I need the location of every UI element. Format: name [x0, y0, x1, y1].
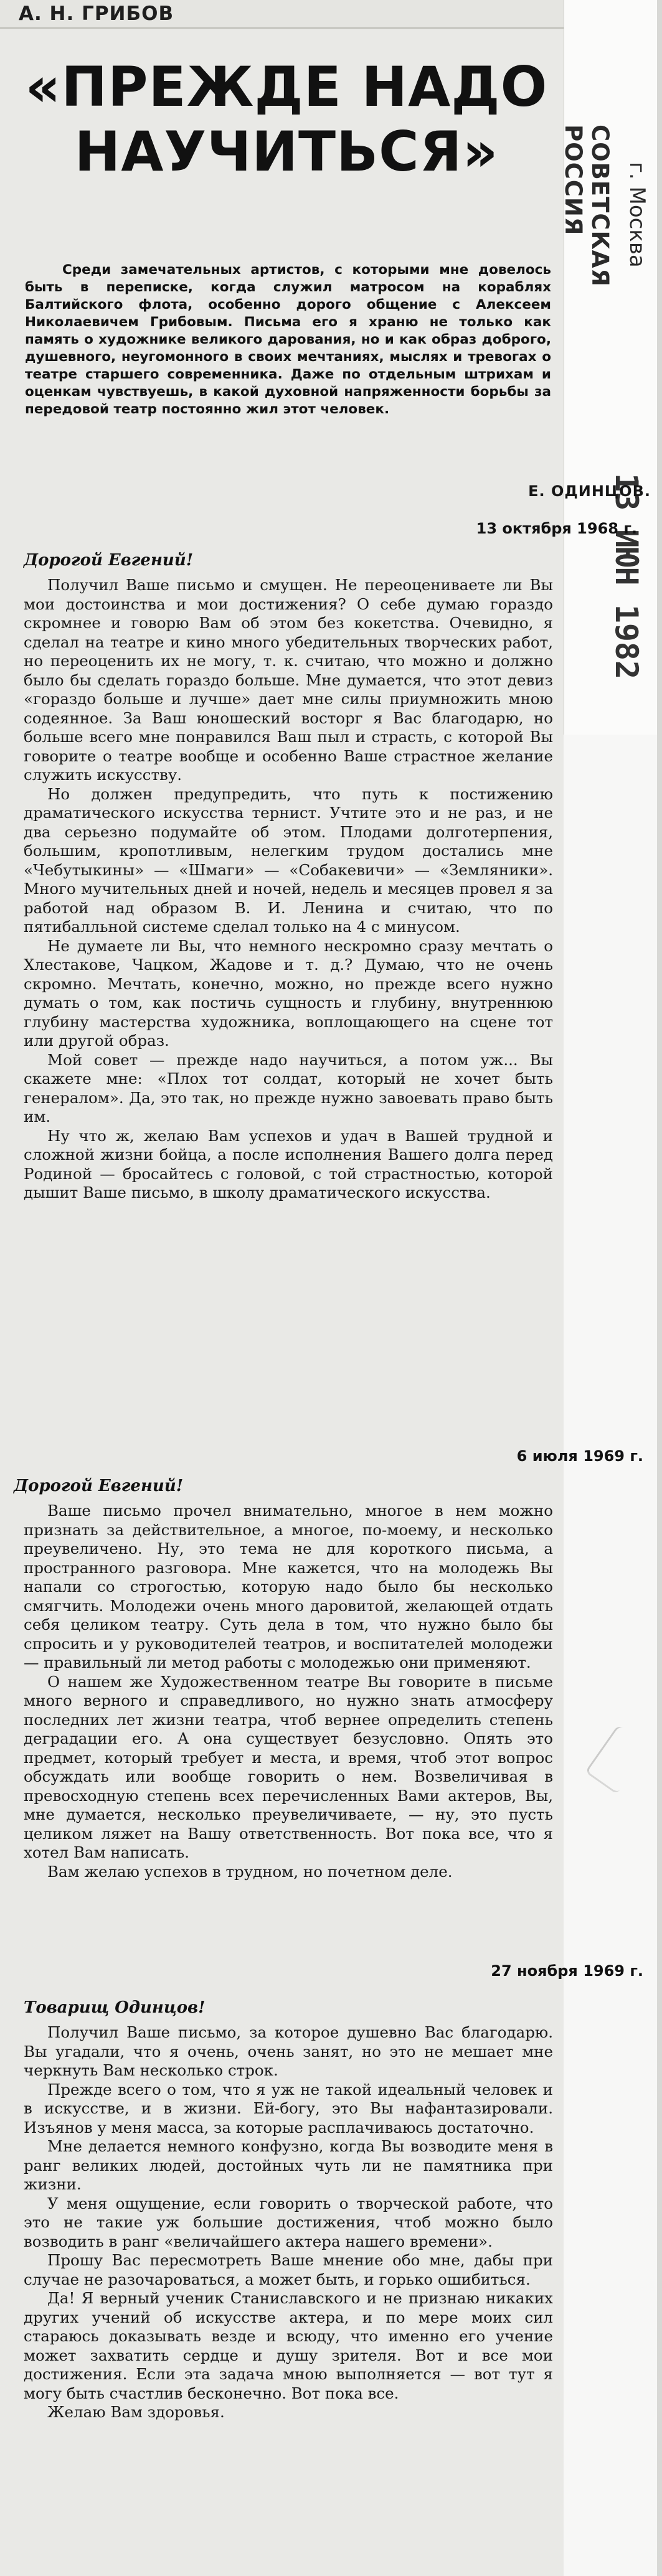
letter-body [24, 576, 553, 1203]
letter-date: 27 ноября 1969 г. [491, 1962, 643, 1980]
backing-paper-lower [564, 735, 662, 2576]
headline-line-1: «ПРЕЖДЕ НАДО [25, 55, 548, 119]
paragraph: Не думаете ли Вы, что немного нескромно сразу мечтать о Хлестакове, Чацком, Жадове и т. д.? Думаю, что не очень скромно. Мечтать, конечно, можно, но прежде всего нужно думать о том, как постичь сущность и глубину, внутреннюю глубину мастерства художника, воплощающего на сцене тот или другой образ. [24, 936, 553, 1050]
intro-signature: Е. ОДИНЦОВ. [528, 482, 651, 500]
letter-body [24, 2023, 553, 2422]
letter-date: 13 октября 1968 г. [476, 520, 637, 537]
letter-salutation: Дорогой Евгений! [24, 551, 194, 570]
letter-salutation: Дорогой Евгений! [14, 1477, 184, 1495]
author-header [0, 0, 564, 29]
stamp-city: г. Москва [625, 162, 650, 268]
paragraph: Но должен предупредить, что путь к постижению драматического искусства тернист. Учтите это и не раз, и не два серьезно подумайте об этом. Плодами долготерпения, большим, кропотливым, нелегким трудом достались мне «Чебутыкины» — «Шмаги» — «Собакевичи» — «Земляники». Много мучительных дней и ночей, недель и месяцев провел я за работой над образом В. И. Ленина и считаю, что по пятибалльной системе сделал только на 4 с минусом. [24, 784, 553, 936]
paragraph: Получил Ваше письмо, за которое душевно Вас благодарю. Вы угадали, что я очень, очень занят, но это не мешает мне черкнуть Вам несколько строк. [24, 2023, 553, 2079]
paragraph: Ваше письмо прочел внимательно, многое в нем можно признать за действительное, а многое, по-моему, и несколько преувеличено. Ну, это тема не для короткого письма, а пространного разговора. Мне кажется, что на молодежь Вы напали со строгостью, которую надо было бы несколько смягчить. Молодежи очень много даровитой, желающей отдать себя целиком театру. Суть дела в том, что нужно было бы спросить и у руководителей театров, и воспитателей молодежи — правильный ли метод работы с молодежью они применяют. [24, 1502, 553, 1671]
paragraph: Прошу Вас пересмотреть Ваше мнение обо мне, дабы при случае не разочароваться, а может быть, и горько ошибиться. [24, 2251, 553, 2288]
letter-date: 6 июля 1969 г. [516, 1447, 643, 1465]
paragraph: Ну что ж, желаю Вам успехов и удач в Вашей трудной и сложной жизни бойца, а после исполнения Вашего долга перед Родиной — бросайтесь с головой, с той страстностью, которой дышит Ваше письмо, в школу драматического искусства. [24, 1126, 553, 1201]
letter-salutation: Товарищ Одинцов! [24, 1998, 206, 2017]
paragraph: Мне делается немного конфузно, когда Вы возводите меня в ранг великих людей, достойных чуть ли не памятника при жизни. [24, 2137, 553, 2193]
letter-body [24, 1502, 553, 1881]
stamp-date: 13 ИЮН 1982 [608, 473, 645, 680]
paragraph: Мой совет — прежде надо научиться, а потом уж... Вы скажете мне: «Плох тот солдат, который не хочет быть генералом». Да, это так, но прежде нужно завоевать право быть им. [24, 1050, 553, 1126]
page-edge [657, 0, 662, 2576]
paragraph: У меня ощущение, если говорить о творческой работе, что это не такие уж большие достижения, чтоб можно было возводить в ранг «величайшего актера нашего времени». [24, 2194, 553, 2250]
paragraph: О нашем же Художественном театре Вы говорите в письме много верного и справедливого, но нужно знать атмосферу последних лет жизни театра, чтоб вернее определить степень деградации его. А она существует безусловно. Опять это предмет, который требует и места, и время, чтоб этот вопрос обсуждать или вообще говорить о нем. Возвеличивая в превосходную степень всех перечисленных Вами актеров, Вы, мне думается, несколько преувеличиваете, — ну, это пусть целиком ляжет на Вашу ответственность. Вот пока все, что я хотел Вам написать. [24, 1672, 553, 1861]
paragraph: Получил Ваше письмо и смущен. Не переоцениваете ли Вы мои достоинства и мои достижения? О себе думаю гораздо скромнее и говорю Вам об этом без кокетства. Очевидно, я сделал на театре и кино много убедительных творческих работ, но переоценить их не могу, т. к. считаю, что можно и должно было бы сделать гораздо больше. Мне думается, что этот девиз «гораздо больше и лучше» дает мне силы приумножить мною содеянное. За Ваш юношеский восторг я Вас благодарю, но больше всего мне понравился Ваш пыл и страсть, с которой Вы говорите о театре вообще и особенно Ваше страстное желание служить искусству. [24, 576, 553, 784]
headline-line-2: НАУЧИТЬСЯ» [74, 120, 499, 184]
paragraph: Желаю Вам здоровья. [47, 2403, 225, 2421]
article-headline [19, 55, 554, 184]
paragraph: Да! Я верный ученик Станиславского и не признаю никаких других учений об искусстве актера, и по мере моих сил стараюсь доказывать везде и всюду, что именно его учение может захватить сердце и душу зрителя. Вот и все мои достижения. Если эта задача мною выполняется — вот тут я могу быть счастлив бесконечно. Вот пока все. [24, 2289, 553, 2402]
paragraph: Прежде всего о том, что я уж не такой идеальный человек и в искусстве, и в жизни. Ей-богу, это Вы нафантазировали. Изъянов у меня масса, за которые расплачиваюсь достаточно. [24, 2080, 553, 2136]
article-intro: Среди замечательных артистов, с которыми мне довелось быть в переписке, когда служил матросом на кораблях Балтийского флота, особенно дорого общение с Алексеем Николаевичем Грибовым. Письма его я храню не только как память о художнике великого дарования, но и как образ доброго, душевного, неугомонного в своих мечтаниях, мыслях и тревогах о театре старшего современника. Даже по отдельным штрихам и оценкам чувствуешь, в какой духовной напряженности борьбы за передовой театр постоянно жил этот человек. [25, 262, 551, 417]
archive-stamp [560, 125, 654, 680]
paragraph: Вам желаю успехов в трудном, но почетном деле. [47, 1862, 453, 1881]
stamp-newspaper-name: СОВЕТСКАЯ РОССИЯ [560, 125, 613, 287]
author-name: А. Н. ГРИБОВ [19, 2, 174, 25]
